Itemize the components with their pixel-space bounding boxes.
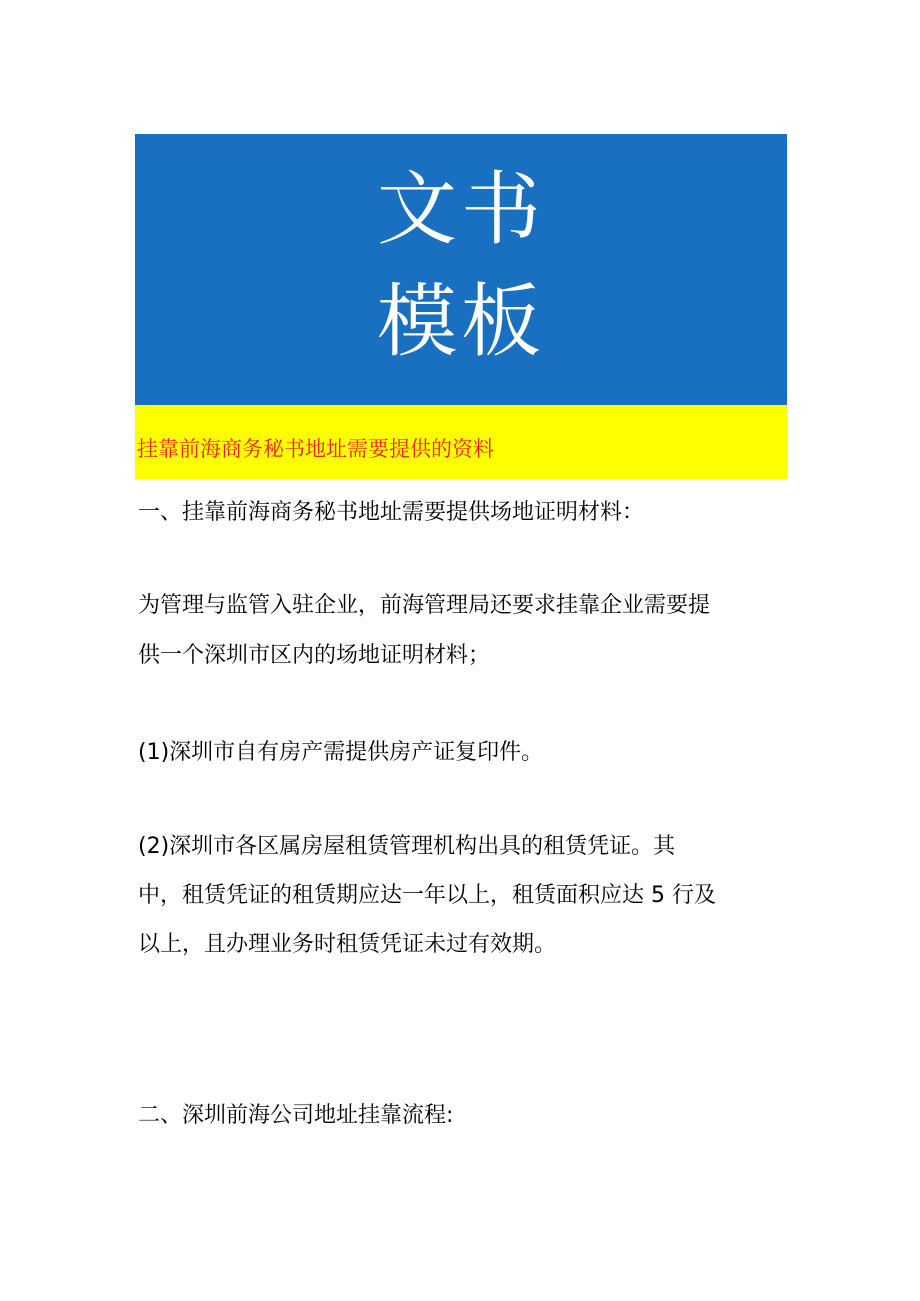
cover-title-line-1: 文书 [377,163,545,256]
list-item-1: (1)深圳市自有房产需提供房产证复印件。 [138,740,544,765]
intro-paragraph-line-1: 为管理与监管入驻企业，前海管理局还要求挂靠企业需要提 [138,593,711,618]
section-heading-1: 一、挂靠前海商务秘书地址需要提供场地证明材料： [138,500,645,525]
list-item-2-line-3: 以上，且办理业务时租赁凭证未过有效期。 [138,932,557,957]
intro-paragraph-line-2: 供一个深圳市区内的场地证明材料； [138,643,491,668]
cover-title-line-2: 模板 [377,275,545,368]
list-item-2-line-1: (2)深圳市各区属房屋租赁管理机构出具的租赁凭证。其 [138,834,676,859]
highlight-banner [135,405,787,479]
list-item-2-line-2: 中，租赁凭证的租赁期应达一年以上，租赁面积应达 5 行及 [138,883,716,908]
banner-title: 挂靠前海商务秘书地址需要提供的资料 [137,437,494,461]
section-heading-2: 二、深圳前海公司地址挂靠流程: [138,1103,454,1128]
